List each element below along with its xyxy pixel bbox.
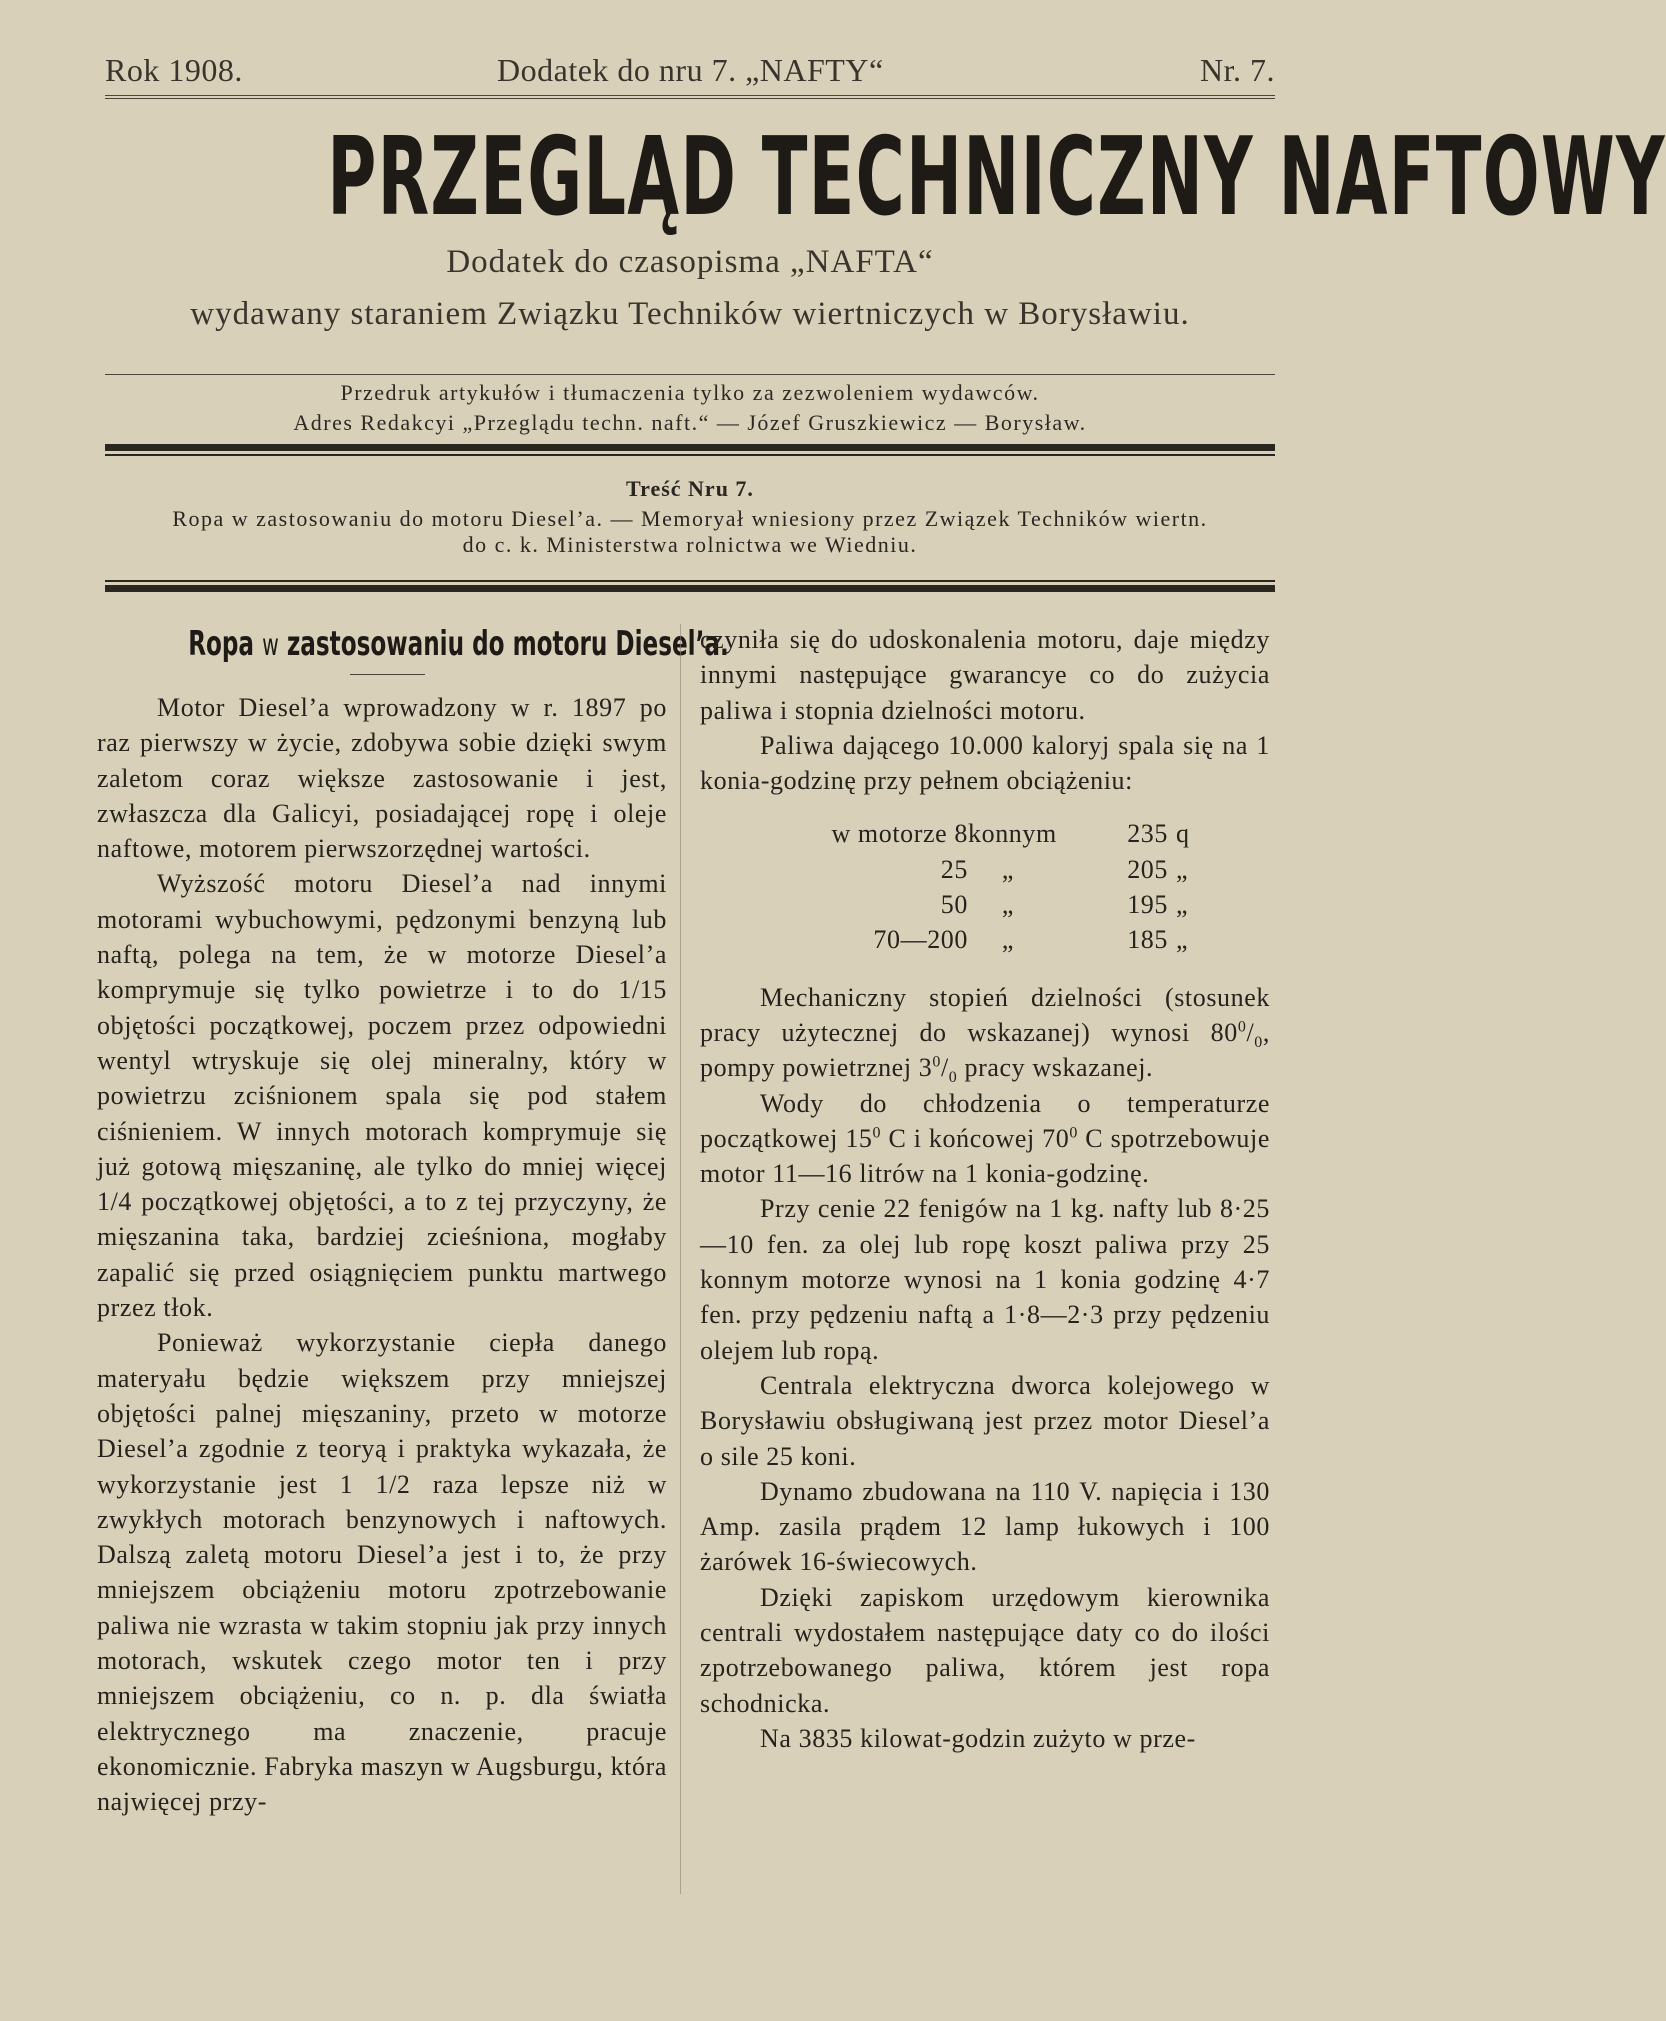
article-title-part: Ropa <box>188 624 255 664</box>
cell: „ <box>1001 854 1015 884</box>
divider <box>105 374 1275 375</box>
left-column <box>97 690 667 1820</box>
fraction: 1 1/2 <box>339 1469 411 1499</box>
article-title <box>188 624 729 664</box>
text: , pompy powietrznej 3 <box>700 1017 1270 1083</box>
text: początkowej objętości, a to z tej przyczyny, że mięszanina taka, bardziej zcieśniona, mogłaby zapalić się przed osiągnięciem punktu martwego przez tłok. <box>97 1187 667 1323</box>
paragraph <box>97 866 667 1325</box>
masthead-subtitle-2: wydawany staraniem Związku Techników wiertniczych w Borysławiu. <box>190 296 1190 332</box>
divider <box>105 580 1275 582</box>
header-line <box>105 52 1275 89</box>
cell: „ <box>1176 890 1189 920</box>
masthead-subtitle-1: Dodatek do czasopisma „NAFTA“ <box>446 244 934 280</box>
table-row <box>700 852 1270 887</box>
cell: 50 <box>940 890 968 920</box>
contents-title: Treść Nru 7. <box>626 476 754 501</box>
table-row <box>700 922 1270 957</box>
text: C i końcowej 70 <box>888 1123 1070 1153</box>
cell: 25 <box>940 854 968 884</box>
cell: 195 <box>1127 890 1168 920</box>
cell: „ <box>1176 854 1189 884</box>
paragraph: Przy cenie 22 fenigów na 1 kg. nafty lub 8·25—10 fen. za olej lub ropę koszt paliwa przy 25 konnym motorze wynosi na 1 konia godzinę 4·7 fen. przy pędzeniu naftą a 1·8—2·3 przy pędzeniu olejem lub ropą. <box>700 1194 1270 1365</box>
cell: 205 <box>1127 854 1168 884</box>
paragraph: Wody do chłodzenia o temperaturze początkowej $15^0$ C i końcowej $70^0$ C spotrzebowuje motor 11—16 litrów na 1 konia-godzinę. <box>700 1088 1270 1189</box>
cell: 185 <box>1127 925 1168 955</box>
paragraph: czyniła się do udoskonalenia motoru, daje między innymi następujące gwarancye co do zużycia paliwa i stopnia dzielności motoru. <box>700 625 1270 725</box>
divider-thick <box>105 585 1275 592</box>
paragraph <box>97 1325 667 1819</box>
masthead-title: PRZEGLĄD TECHNICZNY NAFTOWY <box>327 115 1666 240</box>
notice-line-2: Adres Redakcyi „Przeglądu techn. naft.“ — Józef Gruszkiewicz — Borysław. <box>293 410 1087 435</box>
article-title-part: zastosowaniu do motoru Diesel’a. <box>286 624 729 664</box>
text: Mechaniczny stopień dzielności (stosunek pracy użytecznej do wskazanej) wynosi 80 <box>700 982 1270 1047</box>
cell: konnym <box>968 819 1057 849</box>
paragraph: Paliwa dającego 10.000 kaloryj spala się na 1 konia-godzinę przy pełnem obciążeniu: <box>700 730 1270 796</box>
paragraph: Motor Diesel’a wprowadzony w r. 1897 po raz pierwszy w życie, zdobywa sobie dzięki swym zaletom coraz większe zastosowanie i jest, zwłaszcza dla Galicyi, posiadającej ropę i oleje naftowe, motorem pierwszorzędnej wartości. <box>97 693 667 864</box>
divider <box>105 454 1275 456</box>
article-title-part: w <box>262 628 279 663</box>
table-row <box>700 887 1270 922</box>
header-rule <box>105 95 1275 99</box>
text: Wody do chłodzenia o temperaturze początkowej 15 <box>700 1088 1270 1153</box>
notice-line-1: Przedruk artykułów i tłumaczenia tylko za zezwoleniem wydawców. <box>340 380 1040 405</box>
text: Wyższość motoru Diesel’a nad innymi motorami wybuchowymi, pędzonymi benzyną lub naftą, polega na tem, że w motorze Diesel’a komprymuje się tylko powietrze i to do <box>97 869 667 1005</box>
cell: w motorze 8 <box>831 819 968 849</box>
contents-line-2: do c. k. Ministerstwa rolnictwa we Wiedniu. <box>462 532 918 557</box>
paragraph: Dynamo zbudowana na 110 V. napięcia i 130 Amp. zasila prądem 12 lamp łukowych i 100 żarówek 16-świecowych. <box>700 1476 1270 1577</box>
contents-line-1: Ropa w zastosowaniu do motoru Diesel’a. — Memoryał wniesiony przez Związek Techników wiertn. <box>172 506 1208 531</box>
text: objętości początkowej, poczem przez odpowiedni wentyl wtryskuje się olej mineralny, który w powietrzu zciśnionem spala się pod stałem ciśnieniem. W innych motorach komprymuje się już gotową mięszaninę, ale tylko do mniej więcej <box>97 1010 667 1181</box>
paragraph: Centrala elektryczna dworca kolejowego w Borysławiu obsługiwaną jest przez motor Diesel’a o sile 25 koni. <box>700 1370 1270 1471</box>
divider-thick <box>105 444 1275 451</box>
fraction: 1/15 <box>618 975 667 1005</box>
cell: 70—200 <box>873 925 968 955</box>
paragraph: Na 3835 kilowat-godzin zużyto w prze- <box>760 1723 1196 1753</box>
column-divider <box>680 624 681 1894</box>
cell: „ <box>1001 890 1015 920</box>
cell: „ <box>1001 925 1015 955</box>
table-row <box>700 816 1270 851</box>
header-number: Nr. 7. <box>1200 52 1275 88</box>
paragraph: Dzięki zapiskom urzędowym kierownika centrali wydostałem następujące daty co do ilości zpotrzebowanego paliwa, którem jest ropa schodnicka. <box>700 1582 1270 1718</box>
text: C spotrzebowuje motor 11—16 litrów na 1 konia-godzinę. <box>700 1123 1270 1189</box>
header-supplement: Dodatek do nru 7. „NAFTY“ <box>497 52 884 88</box>
cell: 235 <box>1127 819 1168 849</box>
text: pracy wskazanej. <box>964 1053 1154 1083</box>
fraction: 1/4 <box>97 1187 133 1217</box>
cell: „ <box>1176 925 1189 955</box>
fuel-consumption-table <box>700 816 1270 957</box>
text: raza lepsze niż w zwykłych motorach benzynowych i naftowych. Dalszą zaletą motoru Diesel’a jest i to, że przy mniejszem obciążeniu motoru zpotrzebowanie paliwa nie wzrasta w takim stopniu jak przy innych motorach, wskutek czego motor ten i przy mniejszem obciążeniu, co n. p. dla światła elektrycznego ma znaczenie, pracuje ekonomicznie. Fabryka maszyn w Augsburgu, która najwięcej przy- <box>97 1469 667 1817</box>
text: Ponieważ wykorzystanie ciepła danego materyału będzie większem przy mniejszej objętości palnej mięszaniny, przeto w motorze Diesel’a zgodnie z teoryą i praktyka wykazała, że wykorzystanie jest <box>97 1328 667 1499</box>
cell: q <box>1176 819 1190 849</box>
right-column <box>700 622 1270 1756</box>
header-year: Rok 1908. <box>105 52 243 88</box>
title-rule <box>350 674 425 675</box>
paragraph: Mechaniczny stopień dzielności (stosunek pracy użytecznej do wskazanej) wynosi $80^0/_0$, pompy powietrznej $3^0/_0$ pracy wskazanej. <box>700 982 1270 1087</box>
